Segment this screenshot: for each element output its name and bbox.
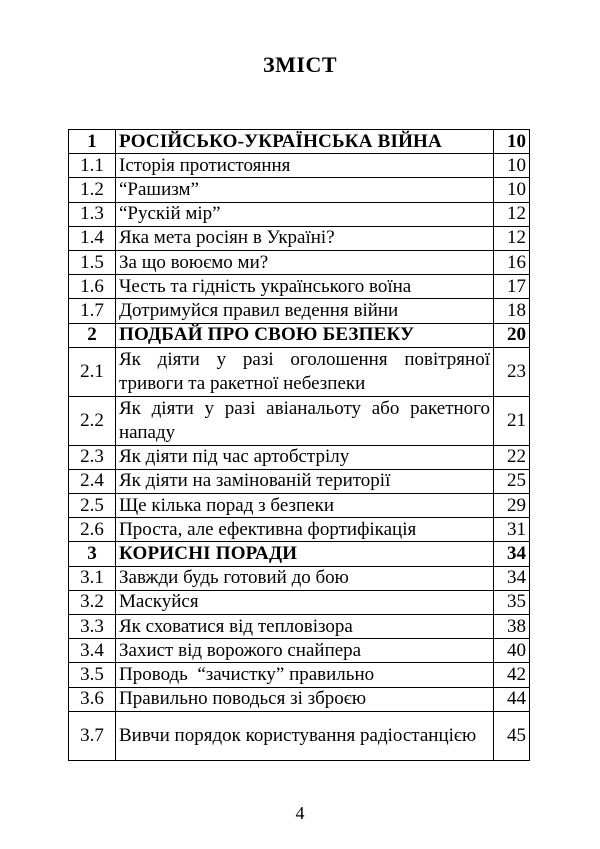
toc-row <box>69 202 530 226</box>
section-number: 3 <box>69 542 116 566</box>
item-title: Як сховатися від тепловізора <box>116 615 494 639</box>
item-number: 3.6 <box>69 687 116 711</box>
toc-row <box>69 275 530 299</box>
toc-row <box>69 250 530 274</box>
toc-section-row <box>69 130 530 154</box>
item-number: 2.6 <box>69 518 116 542</box>
section-title: РОСІЙСЬКО-УКРАЇНСЬКА ВІЙНА <box>116 130 494 154</box>
section-number: 2 <box>69 323 116 347</box>
toc-row <box>69 687 530 711</box>
item-title: Історія протистояння <box>116 154 494 178</box>
page-ref: 38 <box>494 615 530 639</box>
item-number: 3.1 <box>69 566 116 590</box>
item-number: 1.7 <box>69 299 116 323</box>
toc-section-row <box>69 323 530 347</box>
section-title: ПОДБАЙ ПРО СВОЮ БЕЗПЕКУ <box>116 323 494 347</box>
toc-row <box>69 226 530 250</box>
page-ref: 34 <box>494 542 530 566</box>
item-number: 1.2 <box>69 178 116 202</box>
page-ref: 10 <box>494 130 530 154</box>
item-number: 3.2 <box>69 590 116 614</box>
toc-row <box>69 494 530 518</box>
toc-row <box>69 178 530 202</box>
item-number: 1.5 <box>69 250 116 274</box>
page-ref: 34 <box>494 566 530 590</box>
item-number: 2.5 <box>69 494 116 518</box>
page-ref: 40 <box>494 639 530 663</box>
item-title: Як діяти у разі авіанальоту або ракетного нападу <box>116 396 494 445</box>
toc-row <box>69 518 530 542</box>
item-title: Завжди будь готовий до бою <box>116 566 494 590</box>
toc-row <box>69 469 530 493</box>
page-ref: 42 <box>494 663 530 687</box>
item-title: Як діяти на замінованій території <box>116 469 494 493</box>
item-title: Ще кілька порад з безпеки <box>116 494 494 518</box>
item-number: 1.1 <box>69 154 116 178</box>
page-ref: 10 <box>494 178 530 202</box>
toc-row <box>69 396 530 445</box>
toc-row <box>69 615 530 639</box>
toc-row <box>69 445 530 469</box>
page-ref: 18 <box>494 299 530 323</box>
page-ref: 44 <box>494 687 530 711</box>
item-number: 2.1 <box>69 347 116 396</box>
item-title: Правильно поводься зі зброєю <box>116 687 494 711</box>
section-number: 1 <box>69 130 116 154</box>
item-title: Захист від ворожого снайпера <box>116 639 494 663</box>
page-ref: 20 <box>494 323 530 347</box>
item-number: 1.3 <box>69 202 116 226</box>
page-ref: 45 <box>494 711 530 760</box>
page-ref: 31 <box>494 518 530 542</box>
item-number: 3.7 <box>69 711 116 760</box>
section-title: КОРИСНІ ПОРАДИ <box>116 542 494 566</box>
page-title: ЗМІСТ <box>263 52 337 77</box>
page-ref: 35 <box>494 590 530 614</box>
page-ref: 17 <box>494 275 530 299</box>
toc-section-row <box>69 542 530 566</box>
item-number: 2.4 <box>69 469 116 493</box>
item-title: Як діяти у разі оголошення повітряної тривоги та ракетної небезпеки <box>116 347 494 396</box>
item-title: Яка мета росіян в Україні? <box>116 226 494 250</box>
item-title: Маскуйся <box>116 590 494 614</box>
toc-row <box>69 566 530 590</box>
table-of-contents <box>68 129 530 761</box>
item-title: Дотримуйся правил ведення війни <box>116 299 494 323</box>
item-number: 1.6 <box>69 275 116 299</box>
item-number: 3.5 <box>69 663 116 687</box>
item-title: “Рускій мір” <box>116 202 494 226</box>
page-ref: 16 <box>494 250 530 274</box>
page-ref: 21 <box>494 396 530 445</box>
item-title: “Рашизм” <box>116 178 494 202</box>
page-number: 4 <box>295 803 305 823</box>
page-ref: 23 <box>494 347 530 396</box>
item-number: 2.2 <box>69 396 116 445</box>
page-ref: 12 <box>494 202 530 226</box>
item-title: Вивчи порядок користування радіостанцією <box>116 711 494 760</box>
toc-row <box>69 711 530 760</box>
toc-row <box>69 154 530 178</box>
toc-row <box>69 663 530 687</box>
item-number: 2.3 <box>69 445 116 469</box>
item-title: Честь та гідність українського воїна <box>116 275 494 299</box>
page-ref: 29 <box>494 494 530 518</box>
item-number: 3.4 <box>69 639 116 663</box>
item-title: Проводь “зачистку” правильно <box>116 663 494 687</box>
page-ref: 10 <box>494 154 530 178</box>
page-ref: 12 <box>494 226 530 250</box>
toc-row <box>69 590 530 614</box>
item-number: 3.3 <box>69 615 116 639</box>
toc-row <box>69 639 530 663</box>
item-title: Проста, але ефективна фортифікація <box>116 518 494 542</box>
item-number: 1.4 <box>69 226 116 250</box>
page-ref: 22 <box>494 445 530 469</box>
page-ref: 25 <box>494 469 530 493</box>
toc-row <box>69 347 530 396</box>
item-title: Як діяти під час артобстрілу <box>116 445 494 469</box>
toc-row <box>69 299 530 323</box>
item-title: За що воюємо ми? <box>116 250 494 274</box>
